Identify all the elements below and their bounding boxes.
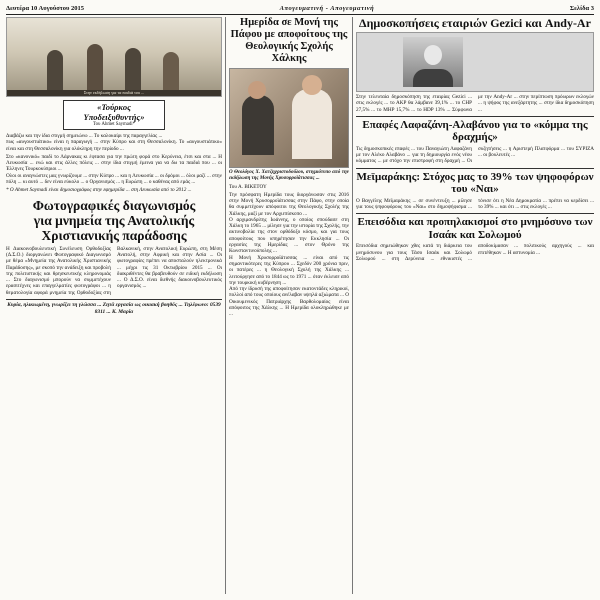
headline-main: Φωτογραφικές διαγωνισμός	[32, 197, 196, 213]
portrait-shoulders	[413, 69, 453, 87]
classified-ad: Κυρία, ηλικιωμένη, γνωρίζει τη γλώσσα ... Ζητά εργασία ως οικιακή βοηθός ... Τηλέφωνο: 0539 8311 ... Κ. Μαρία	[6, 299, 222, 315]
portrait-face	[424, 45, 442, 65]
photo-figure-head	[302, 75, 322, 95]
article-headline-polls: Δημοσκοπήσεις εταιριών Gezici και Andy-Ar	[359, 17, 591, 30]
article-body-photo-contest: Η Διακοινοβουλευτική Συνέλευση Ορθοδοξίας (Δ.Σ.Ο.) διοργανώνει Φωτογραφικό Διαγωνισμό με θέμα «Μνημεία της Ανατολικής Χριστιανικής Παράδοσης», με σκοπό την ανάδειξη και προβολή της πολιτιστικής και θρησκευτικής κληρονομιάς ... Στο διαγωνισμό μπορούν να συμμετέχουν ερασιτέχνες και επαγγελματίες φωτογράφοι ... η θεματολογία αφορά μνημεία της Ορθοδοξίας στη Βαλκανική, στην Ανατολική Ευρώπη, στη Μέση Ανατολή, στην Αφρική και στην Ασία ... Οι φωτογραφίες πρέπει να αποσταλούν ηλεκτρονικά ... μέχρι τις 31 Οκτωβρίου 2015 ... Οι διακριθέντες θα βραβευθούν σε ειδική εκδήλωση ... Ο Δ.Σ.Ο. είναι διεθνής διακοινοβουλευτικός οργανισμός ...	[6, 245, 222, 296]
photo-figure	[292, 89, 332, 159]
page-header	[6, 3, 594, 13]
article-body-memorial: Επεισόδια σημειώθηκαν χθες κατά τη διάρκεια του μνημόσυνου για τους Τάσο Ισαάκ και Σολωμό Σολωμού ... στη Δερύνεια ... εθνικιστές ... αποδοκίμασαν ... πολιτικούς αρχηγούς ... και επιτέθηκαν ... Η αστυνομία ...	[356, 243, 594, 262]
article-photo-children	[6, 17, 222, 97]
photo-figure	[47, 50, 63, 90]
column-middle	[229, 17, 349, 594]
article-photo-portrait	[356, 32, 594, 92]
author-note: * Ο Ahmet Saymadi είναι δημοσιογράφος στην εφημερίδα ... στη Λευκωσία από το 2012 ...	[6, 187, 192, 194]
header-date: Δευτέρα 10 Αυγούστου 2015	[6, 4, 85, 12]
headline-sub: για μνημεία της Ανατολικής Χριστιανικής παράδοσης	[33, 212, 195, 243]
article-body-polls: Στην τελευταία δημοσκόπηση της εταιρίας Gezici ... στις εκλογές ... το ΑΚΡ θα λάμβανε 39,1% ... το CHP 27,5% ... το MHP 15,7% ... το HDP 13% ... Σύμφωνα με την Andy-Ar ... στην περίπτωση πρόωρων εκλογών ... η ψήφος της ανεξάρτητης ... στην ίδια δημοσκόπηση ...	[356, 94, 594, 113]
column-right	[356, 17, 594, 594]
photo-caption: Στην εκδήλωση για τα παιδιά του ...	[7, 90, 221, 96]
photo-figure	[87, 44, 103, 90]
portrait	[403, 37, 463, 87]
article-headline-halki: Ημερίδα σε Μονή της Πάφου με αποφοίτους της Θεολογικής Σχολής Χάλκης	[230, 17, 348, 64]
header-rule	[6, 14, 594, 15]
article-body-meimarakis: Ο Βαγγέλης Μεϊμαράκης ... σε συνέντευξη ... μίλησε για τους ψηφοφόρους του «Ναι» στο δημοψήφισμα ... τόνισε ότι η Νέα Δημοκρατία ... πρέπει να κερδίσει ... το 39% ... και ότι ... στις εκλογές ...	[356, 197, 594, 211]
article-headline-memorial: Επεισόδια και προπηλακισμοί στο μνημόσυνο των Ισαάκ και Σολωμού	[356, 213, 594, 241]
article-body: Στο «κανονικό» παιδί το Λάρνακας κι έφτασα για την πρώτη φορά στο Κερύνεια, έτσι και στα ... Η Λευκωσία ... ενώ και στις άλλες πόλεις ... στην ίδια στιγμή έμεινα για να δω τα παιδιά που ... οι Έλληνες Τουρκοκύπριοι ... Ολοι οι αναγνώστες μας γνωρίζουμε ... στην Κύπρο ... και η Λευκωσία ... οι δρόμοι ... όλοι μαζί ... στην πόλη ... κι αυτό ... δεν είναι εύκολο ... ο Οργανισμός ... η Ευρώπη ... ο καθένας από εμάς ...	[6, 153, 222, 186]
article-headline-meimarakis: Μεϊμαράκης: Στόχος μας το 39% των ψηφοφόρων του «Ναι»	[356, 168, 594, 196]
photo-figure	[242, 95, 274, 155]
article-body-lafazanis: Τις δημοσκοπικές επαφές ... του Παναγιώτη Λαφαζάνη με τον Αλέκο Αλαβάνο ... για τη δημιουργία ενός νέου κόμματος ... με στόχο την επιστροφή στη δραχμή ... Οι συζητήσεις ... η Αριστερή Πλατφόρμα ... του ΣΥΡΙΖΑ ... οι βουλευτές ...	[356, 145, 594, 165]
column-divider	[352, 17, 353, 594]
photo-figure	[163, 52, 179, 90]
column-divider	[225, 17, 226, 594]
article-headline-photo-contest	[6, 198, 222, 243]
article-headline-lafazanis: Επαφές Λαφαζάνη-Αλαβάνου για το «κόμμα της δραχμής»	[356, 116, 594, 144]
photo-caption: Ο Θεολόγος Χ. Χατζηχριστοδούλου, στιγμιότυπο από την εκδήλωση της Μονής Χρυσορροϊάτισσας ...	[229, 170, 349, 182]
column-title-box	[63, 100, 165, 130]
header-title: Απογευματινή - Απογευματινή	[279, 4, 375, 12]
article-body: Την πρόσφατη Ημερίδα τους διοργάνωσαν στις 2016 στην Μονή Χρυσορροϊάτισσας στην Πάφο, στην οποία θα συμμετέχουν απόφοιτοι της Θεολογικής Σχολής της Χάλκης, μαζί με τον Αρχιεπίσκοπο ... Ο αρχιμανδρίτης Ιωάννης, ο οποίος σπούδασε στη Χάλκη το 1965 ... μίλησε για την ιστορία της Σχολής, την ακτινοβολία της στον ορθόδοξο κόσμο, και για τους αποφοίτους που υπηρέτησαν την Εκκλησία ... Οι εργασίες της Ημερίδας ... στον Θρόνο της Κωνσταντινούπολης ... Η Μονή Χρυσορροϊάτισσας ... είναι από τις σημαντικότερες της Κύπρου ... Σχεδόν 200 χρόνια πριν, οι πατέρες ... η Θεολογική Σχολή της Χάλκης ... λειτούργησε από το 1844 ως το 1971 ... όταν έκλεισε από την τουρκική κυβέρνηση ... Από την ίδρυσή της αποφοίτησαν εκατοντάδες κληρικοί, πολλοί από τους οποίους ανέλαβαν υψηλά αξιώματα ... Ο Οικουμενικός Πατριάρχης Βαρθολομαίος είναι απόφοιτος της Χάλκης ... Η Ημερίδα ολοκληρώθηκε με ...	[229, 191, 349, 318]
column-author: Του Ahmet Saymadi*	[92, 122, 135, 127]
photo-figure-head	[248, 81, 266, 99]
article-byline: Του Α. ΒΙΚΕΤΟΥ	[229, 184, 267, 191]
column-title: «Τούρκος Υποδειξυθυντής»	[83, 102, 145, 122]
photo-figure	[125, 48, 141, 90]
article-photo-clergy	[229, 68, 349, 168]
article-intro: Διαβάζω και την ίδια στιγμή σημειώνω ... Το καλοκαίρι της παραγγελίας ... πως «αυγουστιάτικο» είναι η παραγωγή ... στην Κύπρο και στη Θεσσαλονίκη. Το «αυγουστιάτικο» είναι και στη Θεσσαλονίκη για ολόκληρη την περίοδο ...	[6, 133, 222, 152]
header-page-number: Σελίδα 3	[569, 4, 594, 12]
column-left	[6, 17, 222, 594]
